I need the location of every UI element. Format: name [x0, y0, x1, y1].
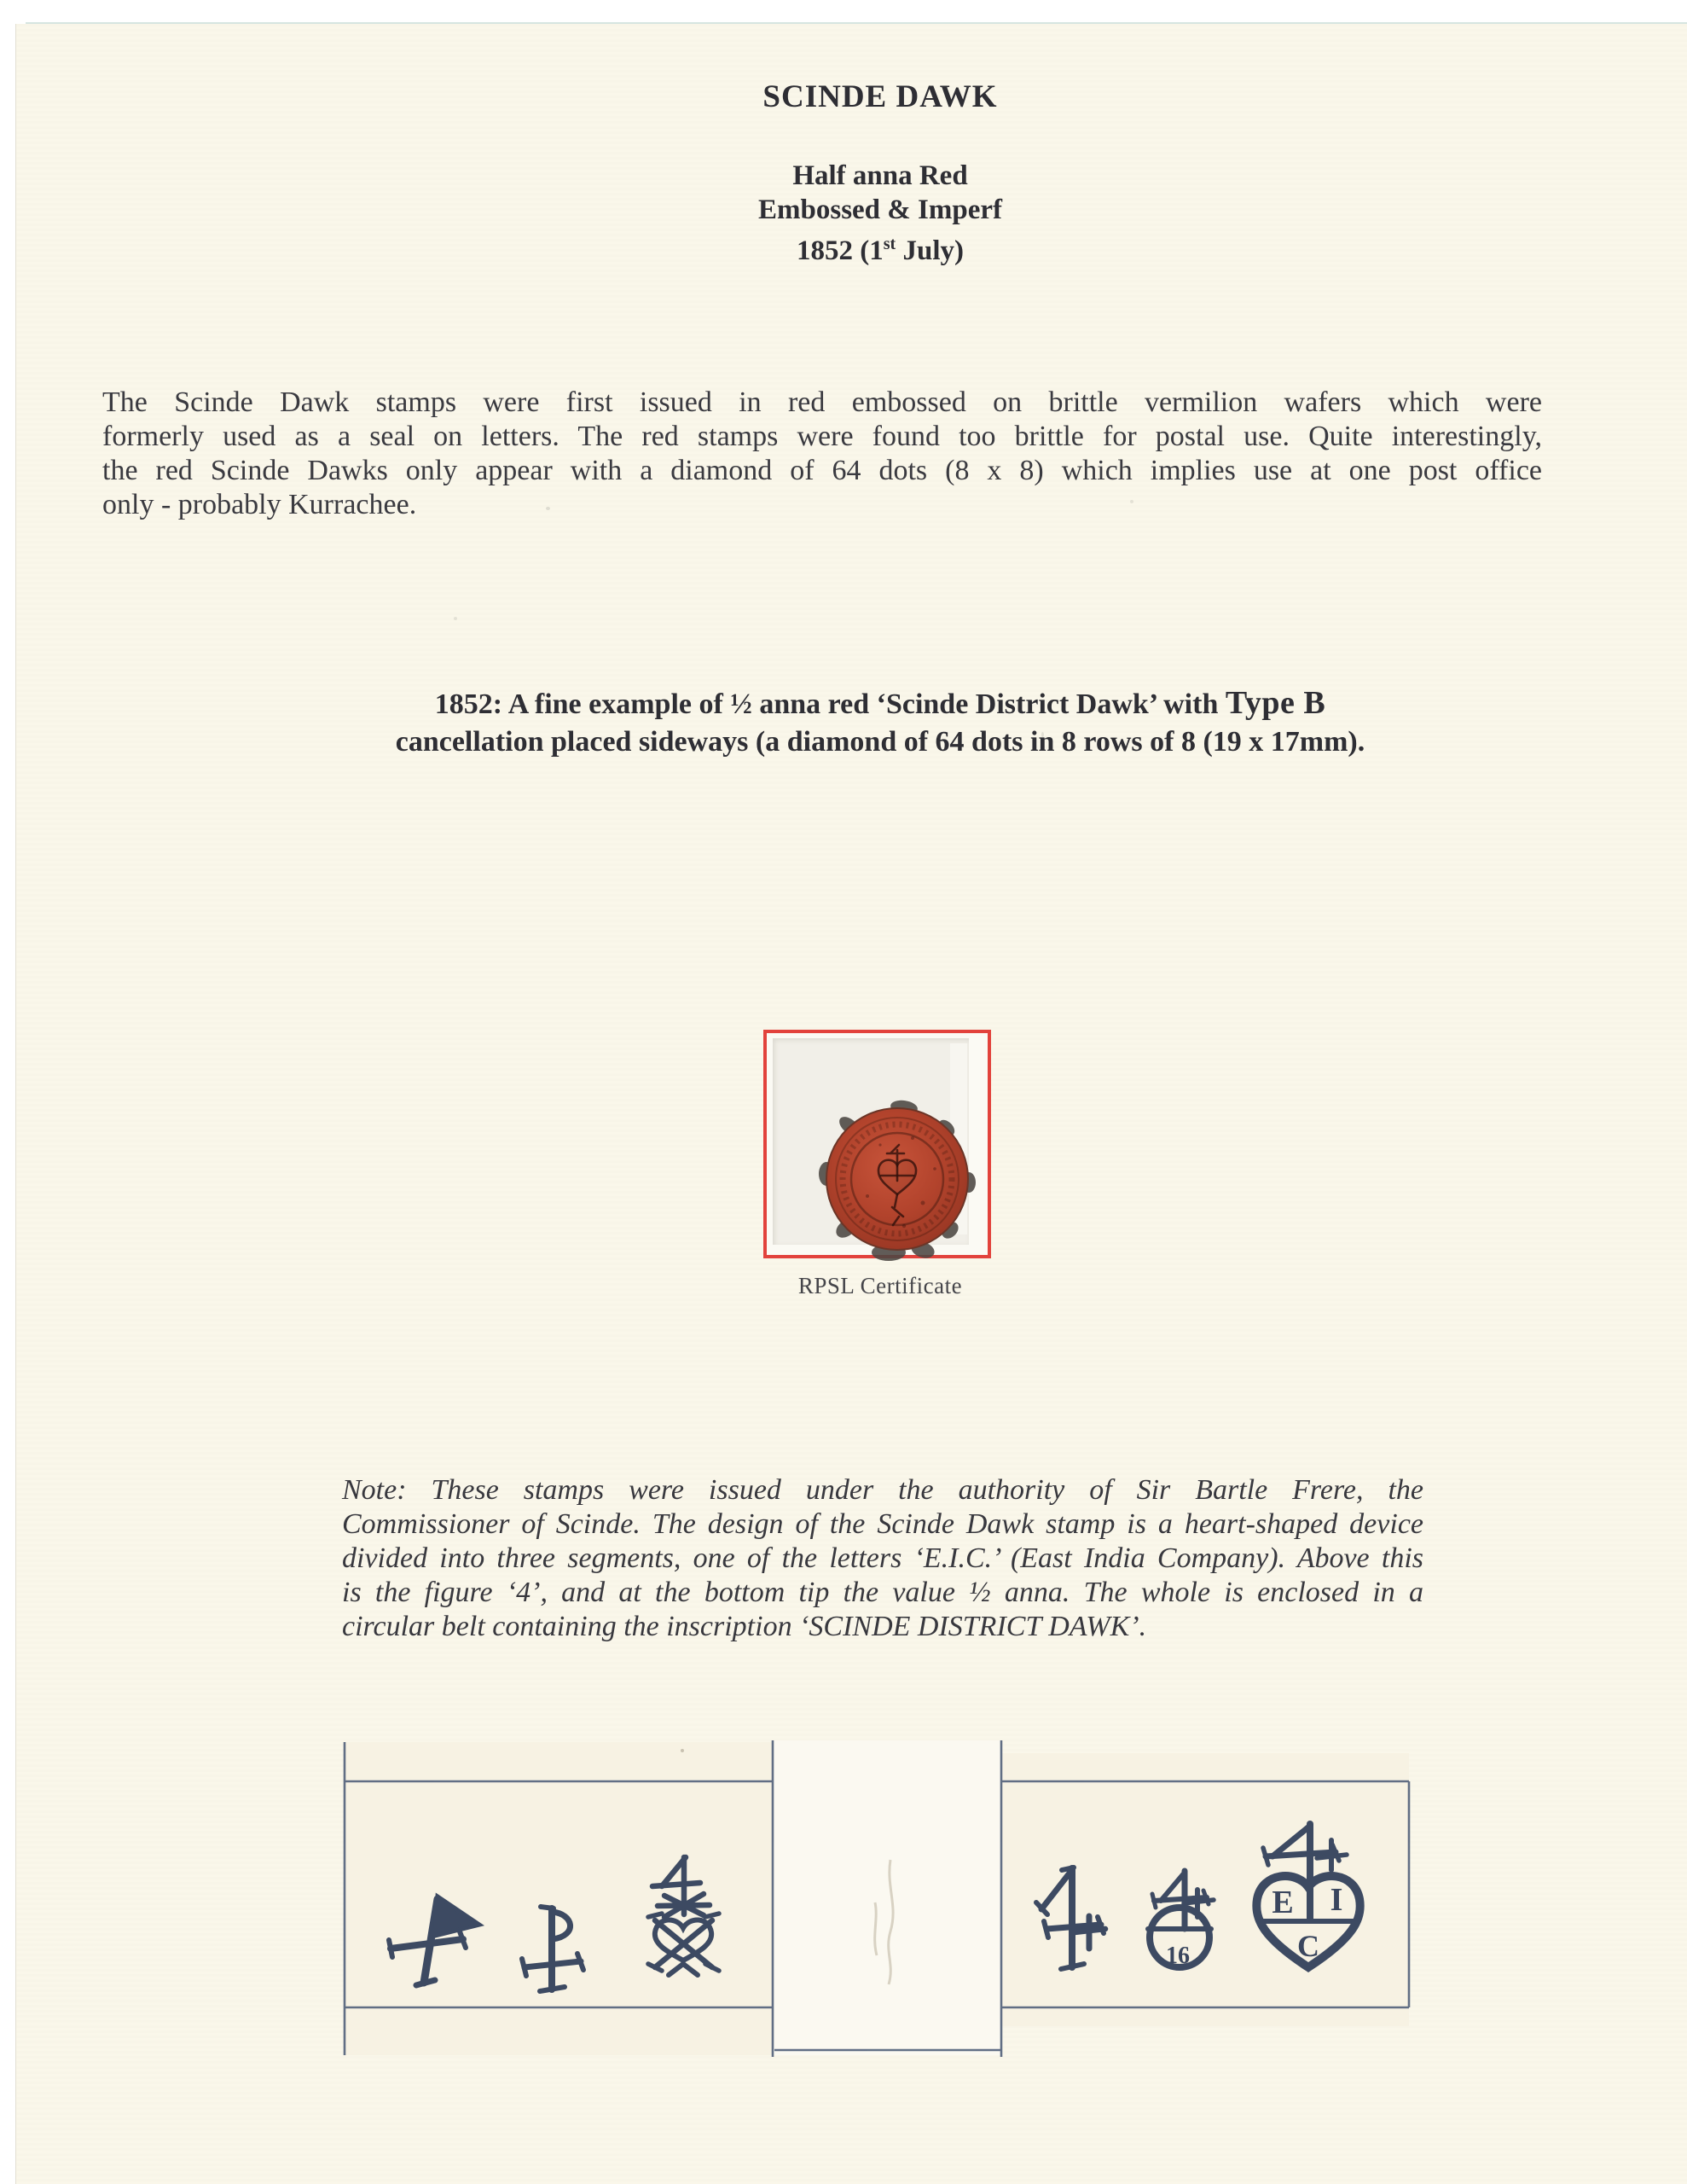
note-line: Note: These stamps were issued under the authority of Sir Bartle Frere, the	[342, 1474, 1423, 1506]
intro-line: the red Scinde Dawks only appear with a diamond of 64 dots (8 x 8) which implies use at one post office	[102, 455, 1542, 486]
scan-speck	[454, 617, 457, 620]
page-title: SCINDE DAWK	[762, 79, 998, 114]
eic-letter-e: E	[1272, 1885, 1294, 1920]
scan-speck	[546, 507, 550, 510]
note-paragraph	[342, 1473, 1423, 1644]
intro-line: formerly used as a seal on letters. The red stamps were found too brittle for postal use. Quite interestingly,	[102, 421, 1542, 452]
note-line: is the figure ‘4’, and at the bottom tip the value ½ anna. The whole is enclosed in a	[342, 1577, 1423, 1608]
note-line: divided into three segments, one of the letters ‘E.I.C.’ (East India Company). Above this	[342, 1542, 1423, 1574]
card-border-lines	[345, 1740, 1409, 2057]
merchant-mark-4-heart	[648, 1857, 719, 1975]
scan-speck	[1130, 500, 1133, 503]
pencil-smudge	[681, 1749, 893, 1984]
scinde-dawk-seal	[814, 1092, 981, 1266]
eic-letter-c: C	[1297, 1929, 1319, 1963]
merchant-mark-flag	[389, 1896, 479, 1985]
intro-line: The Scinde Dawk stamps were first issued in red embossed on brittle vermilion wafers which were	[102, 386, 1542, 418]
subtitle-line-2: Embossed & Imperf	[758, 195, 1002, 225]
oval-number: 16	[1166, 1943, 1190, 1969]
intro-paragraph	[102, 386, 1542, 522]
note-line: circular belt containing the inscription ‘SCINDE DISTRICT DAWK’.	[342, 1611, 1147, 1642]
eic-letter-i: I	[1330, 1882, 1343, 1918]
intro-line: only - probably Kurrachee.	[102, 489, 417, 520]
merchant-mark-p	[522, 1907, 583, 1991]
merchant-mark-4-cross	[1036, 1867, 1105, 1969]
subtitle-line-3: 1852 (1st July)	[797, 235, 964, 266]
exhibit-caption-line-2: cancellation placed sideways (a diamond of 64 dots in 8 rows of 8 (19 x 17mm).	[395, 726, 1365, 758]
photo-caption: RPSL Certificate	[797, 1273, 963, 1298]
merchant-marks-diagram	[324, 1732, 1450, 2073]
note-line: Commissioner of Scinde. The design of the Scinde Dawk stamp is a heart-shaped device	[342, 1508, 1423, 1540]
stamp-photo	[773, 1038, 969, 1245]
type-b-emphasis: Type B	[1225, 685, 1326, 721]
exhibit-caption	[396, 684, 1365, 761]
stamp-photo-frame	[763, 1030, 991, 1258]
subtitle-line-1: Half anna Red	[792, 160, 968, 191]
exhibit-caption-line-1: 1852: A fine example of ½ anna red ‘Scinde District Dawk’ with Type B	[434, 685, 1326, 721]
page-subtitle	[758, 159, 1002, 268]
ordinal-superscript: st	[883, 235, 896, 253]
